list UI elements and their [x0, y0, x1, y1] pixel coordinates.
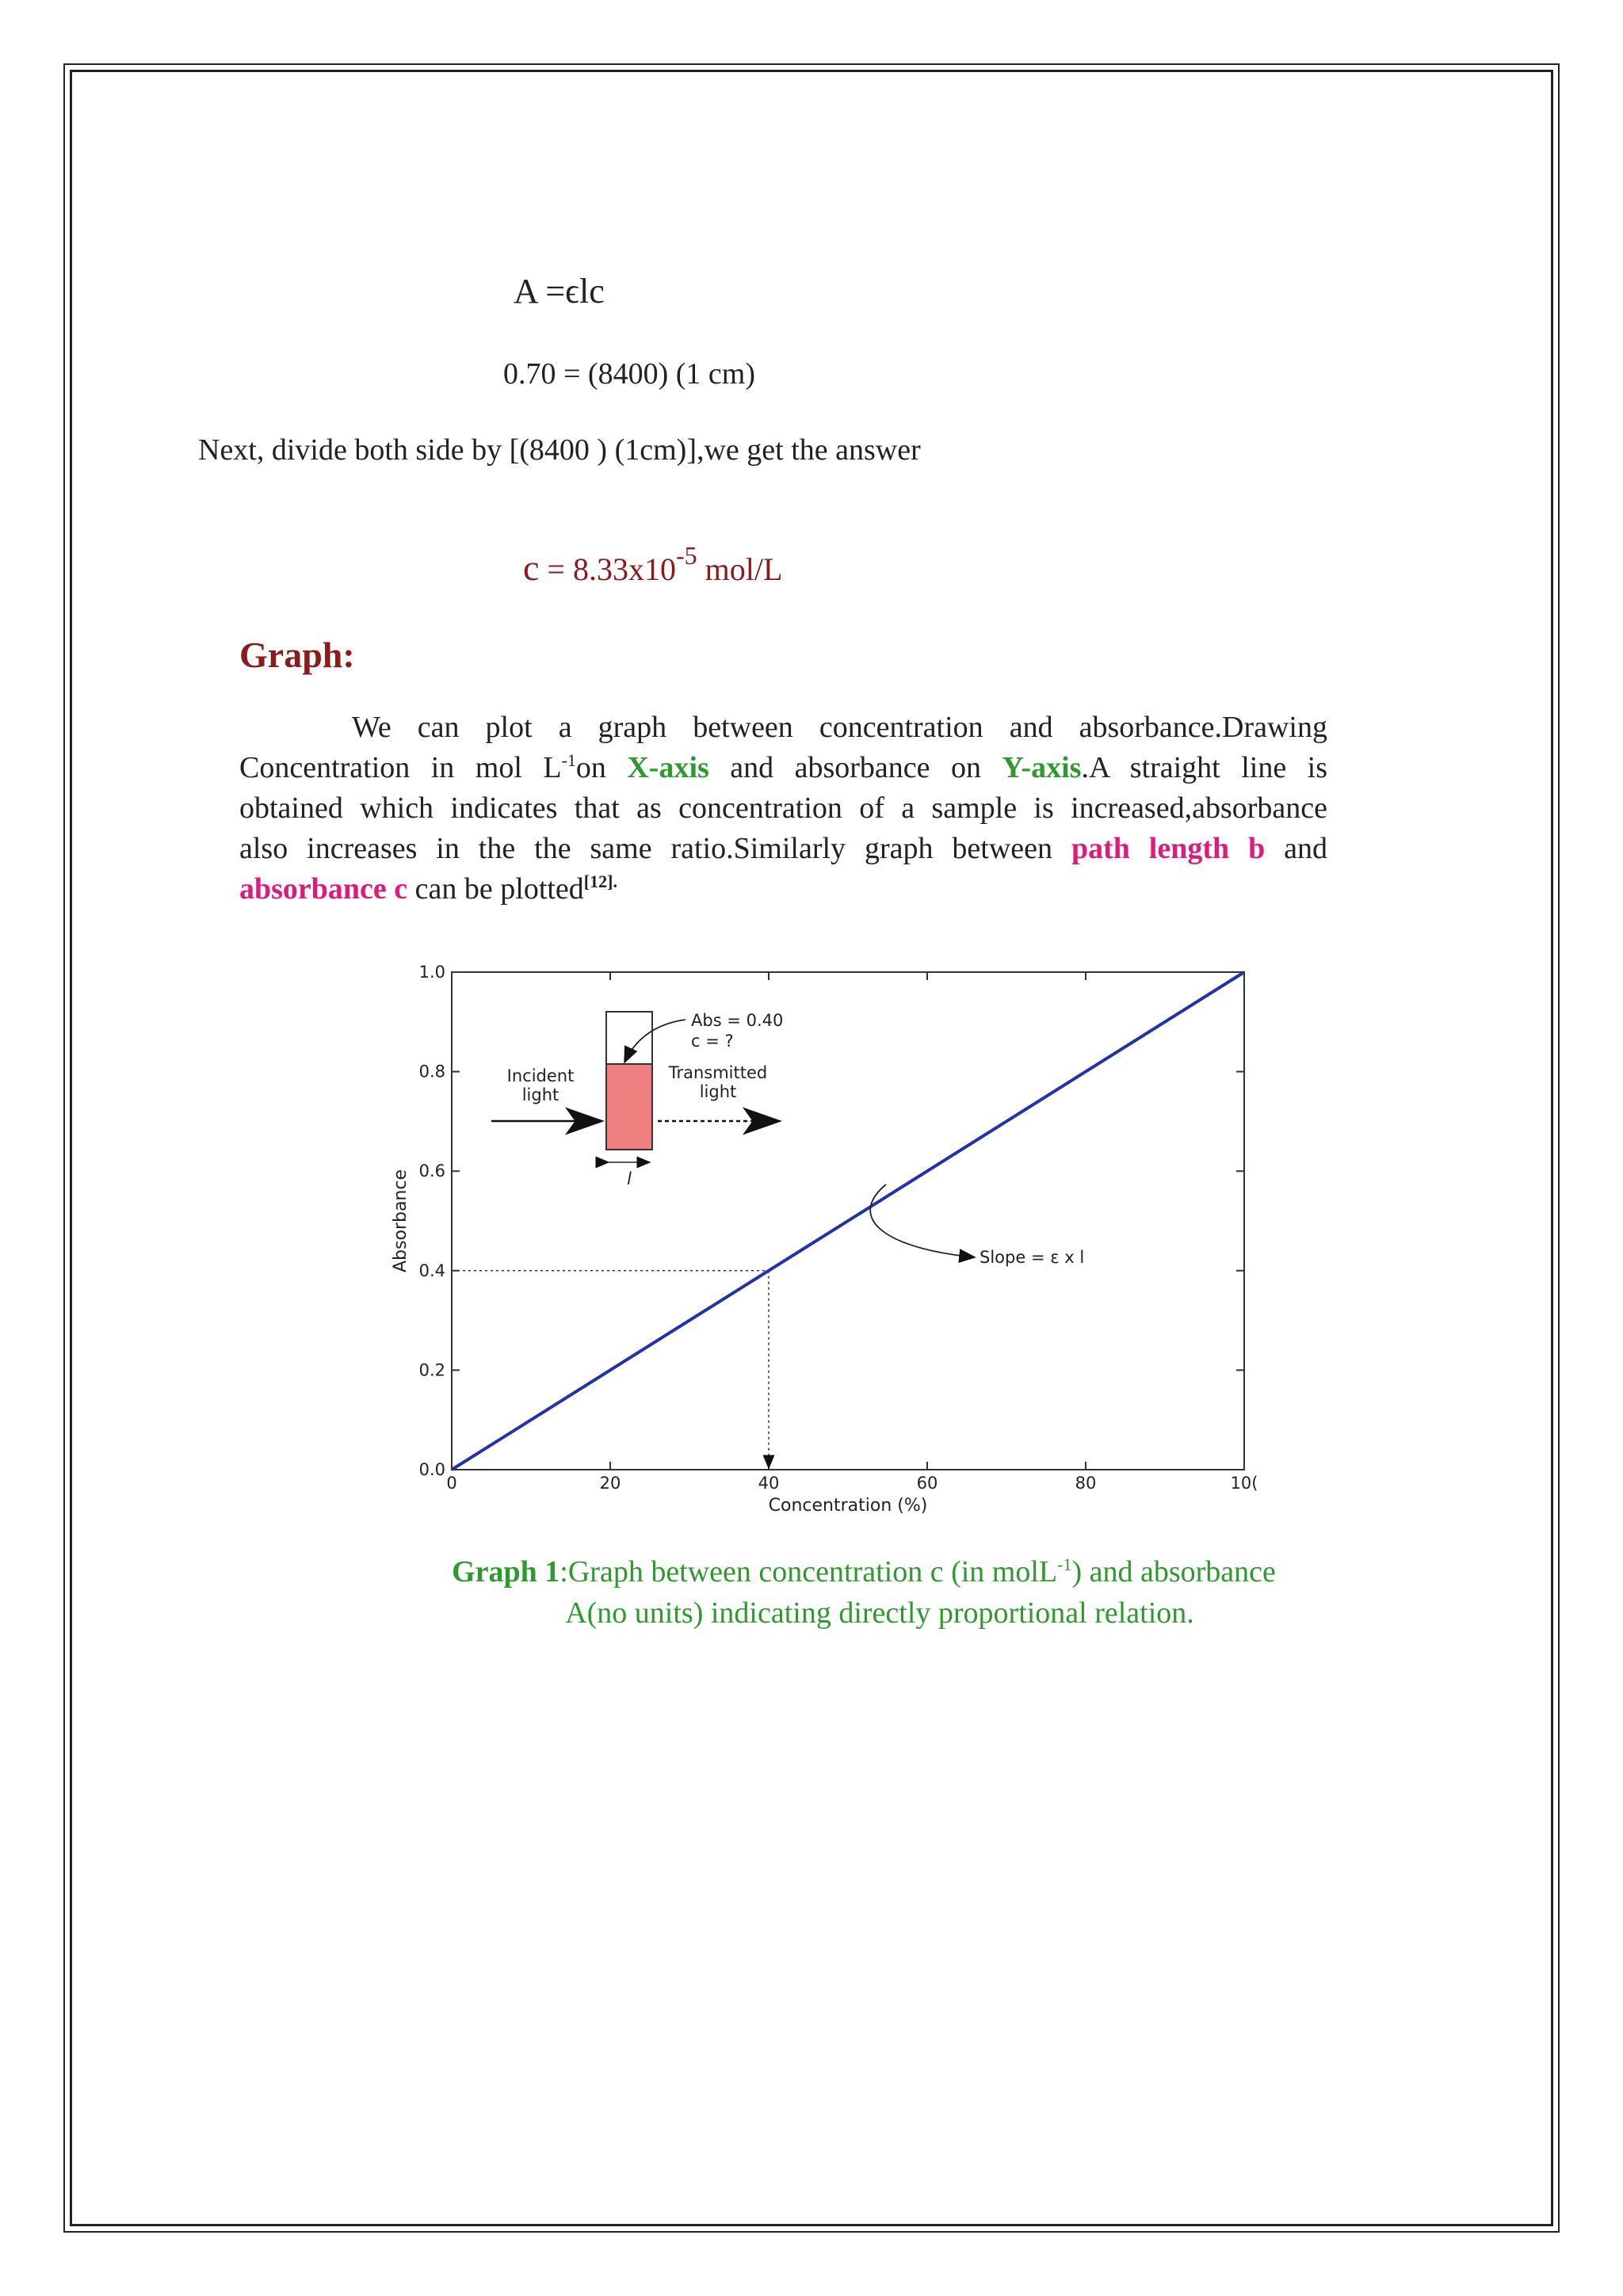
x-axis-term: X-axis: [627, 751, 709, 784]
answer-unit: mol/L: [697, 551, 783, 587]
incident-label-1: Incident: [506, 1066, 575, 1085]
substitution-equation: 0.70 = (8400) (1 cm): [503, 357, 755, 391]
x-tick-label: 0: [446, 1474, 457, 1493]
answer-exponent: -5: [675, 541, 697, 570]
absorbance-chart: [372, 955, 1284, 1525]
y-tick-group: [419, 963, 1244, 1479]
superscript: -1: [561, 750, 576, 770]
y-tick-label: 0.8: [418, 1062, 445, 1081]
caption-label: Graph 1: [452, 1555, 560, 1589]
series-line: [452, 972, 1244, 1470]
y-tick-label: 0.4: [418, 1261, 445, 1280]
answer-symbol: c: [523, 547, 540, 588]
x-axis-label: Concentration (%): [768, 1496, 928, 1516]
paragraph-line-4: [239, 829, 1327, 869]
answer-equals: = 8.33x10: [539, 551, 676, 587]
caption-text-end: ) and absorbance: [1071, 1555, 1276, 1589]
y-tick-label: 1.0: [418, 963, 445, 982]
x-tick-label: 10(: [1230, 1474, 1258, 1493]
cuvette-solution: [606, 1064, 652, 1150]
paragraph-text: .A straight line is: [1081, 751, 1327, 784]
answer-equation: [523, 541, 783, 589]
cuvette-empty-part: [606, 1012, 652, 1064]
reference-marker: [12].: [583, 871, 617, 891]
figure-caption: [372, 1551, 1355, 1634]
abs-annotation-label: Abs = 0.40: [691, 1011, 784, 1030]
x-tick-group: [446, 972, 1258, 1493]
y-axis-label: Absorbance: [391, 1169, 411, 1273]
paragraph-text: and absorbance on: [730, 751, 1002, 784]
paragraph-line-5: [239, 869, 1327, 910]
absorbance-c-term: absorbance c: [239, 872, 408, 906]
caption-text: :Graph between concentration c (in molL: [559, 1555, 1058, 1589]
y-tick-label: 0.0: [418, 1460, 445, 1479]
path-length-term: path length b: [1071, 832, 1266, 865]
caption-line-2: A(no units) indicating directly proportional relation.: [565, 1596, 1194, 1630]
x-tick-label: 60: [916, 1474, 938, 1493]
y-axis-term: Y-axis: [1002, 751, 1082, 784]
x-tick-label: 40: [758, 1474, 780, 1493]
slope-annotation-label: Slope = ε x l: [980, 1248, 1085, 1267]
paragraph-text: on: [575, 751, 628, 784]
path-length-symbol: l: [627, 1169, 632, 1188]
paragraph-text: also increases in the the same ratio.Similarly graph between: [239, 832, 1071, 865]
paragraph-text: and: [1284, 832, 1327, 865]
c-annotation-label: c = ?: [691, 1032, 734, 1051]
instruction-text: Next, divide both side by [(8400 ) (1cm)],we get the answer: [198, 433, 921, 467]
incident-label-2: light: [521, 1085, 559, 1104]
section-heading: Graph:: [239, 635, 355, 675]
beer-lambert-equation: A =ϵlc: [514, 272, 605, 311]
transmitted-label-2: light: [699, 1082, 737, 1101]
paragraph-text: can be plotted: [407, 872, 584, 906]
x-tick-label: 80: [1075, 1474, 1097, 1493]
caption-superscript: -1: [1057, 1554, 1072, 1574]
y-tick-label: 0.2: [418, 1360, 445, 1380]
paragraph-line-1: We can plot a graph between concentration and absorbance.Drawing: [352, 711, 1327, 744]
paragraph-line-3: obtained which indicates that as concentration of a sample is increased,absorbance: [239, 791, 1327, 825]
transmitted-label-1: Transmitted: [668, 1063, 768, 1082]
section-paragraph: [239, 707, 1327, 910]
x-tick-label: 20: [599, 1474, 621, 1493]
caption-line-1: [372, 1551, 1355, 1592]
paragraph-text: Concentration in mol L: [239, 751, 562, 784]
y-tick-label: 0.6: [418, 1161, 445, 1181]
paragraph-line-2: [239, 748, 1327, 788]
